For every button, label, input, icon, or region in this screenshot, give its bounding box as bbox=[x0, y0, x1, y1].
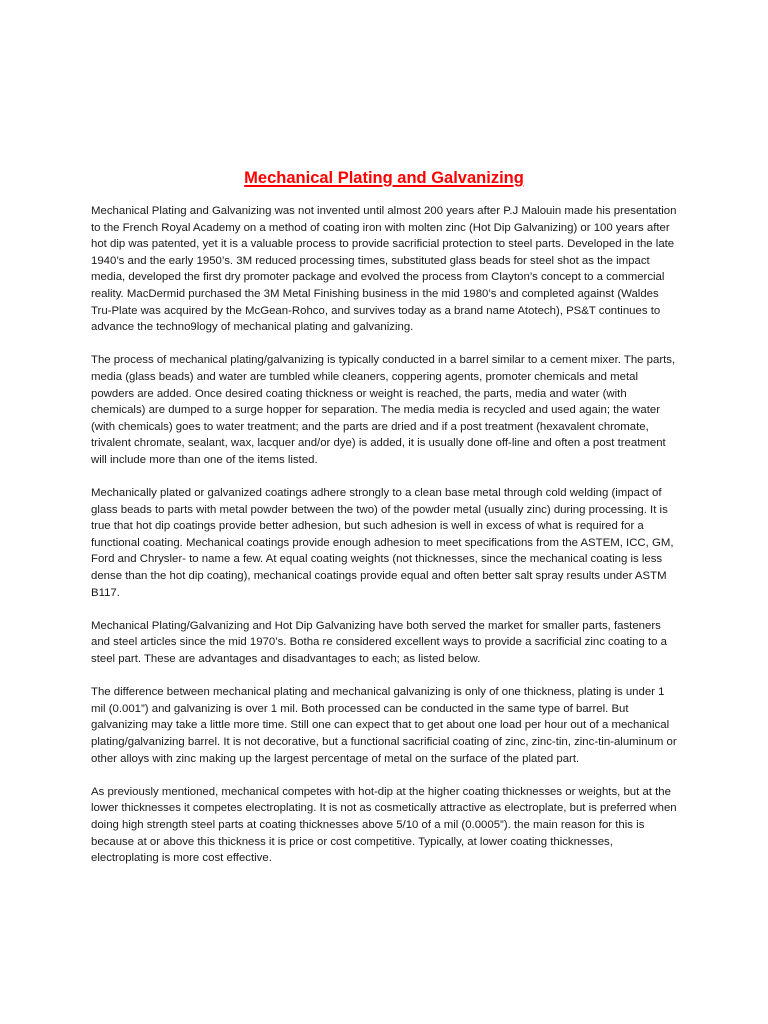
paragraph-comparison: As previously mentioned, mechanical competes with hot-dip at the higher coating thicknesses or weights, but at the lower thicknesses it competes electroplating. It is not as cosmetically attractive as electroplate, but is preferred when doing high strength steel parts at coating thicknesses above 5/10 of a mil (0.0005”). the main reason for this is because at or above this thickness it is price or cost competitive. Typically, at lower coating thicknesses, electroplating is more cost effective. bbox=[91, 785, 677, 865]
paragraph-market: Mechanical Plating/Galvanizing and Hot Dip Galvanizing have both served the market for smaller parts, fasteners and steel articles since the mid 1970’s. Botha re considered excellent ways to provide a sacrificial zinc coating to a steel part. These are advantages and disadvantages to each; as listed below. bbox=[91, 619, 667, 666]
paragraph-difference: The difference between mechanical plating and mechanical galvanizing is only of one thickness, plating is under 1 mil (0.001”) and galvanizing is over 1 mil. Both processed can be conducted in the same type of barrel. But galvanizing may take a little more time. Still one can expect that to get about one load per hour out of a mechanical plating/galvanizing barrel. It is not decorative, but a functional sacrificial coating of zinc, zinc-tin, zinc-tin-aluminum or other alloys with zinc making up the largest percentage of metal on the surface of the plated part. bbox=[91, 686, 677, 765]
paragraph-history: Mechanical Plating and Galvanizing was not invented until almost 200 years after P.J Malouin made his presentation to the French Royal Academy on a method of coating iron with molten zinc (Hot Dip Galvanizing) or 100 years after hot dip was patented, yet it is a valuable process to provide sacrificial protection to steel parts. Developed in the late 1940’s and the early 1950’s. 3M reduced processing times, substituted glass beads for steel shot as the impact media, developed the first dry promoter package and evolved the process from Clayton’s concept to a commercial reality. MacDermid purchased the 3M Metal Finishing business in the mid 1980’s and completed against (Waldes Tru-Plate was acquired by the McGean-Rohco, and survives today as a brand name Atotech), PS&T continues to advance the techno9logy of mechanical plating and galvanizing. bbox=[91, 205, 677, 334]
paragraph-process: The process of mechanical plating/galvanizing is typically conducted in a barrel similar to a cement mixer. The parts, media (glass beads) and water are tumbled while cleaners, coppering agents, promoter chemicals and metal powders are added. Once desired coating thickness or weight is reached, the parts, media and water (with chemicals) are dumped to a surge hopper for separation. The media media is recycled and used again; the water (with chemicals) goes to water treatment; and the parts are dried and if a post treatment (hexavalent chromate, trivalent chromate, sealant, wax, lacquer and/or dye) is added, it is usually done off-line and often a post treatment will include more than one of the items listed. bbox=[91, 354, 676, 466]
document-body bbox=[91, 203, 681, 883]
document-title: Mechanical Plating and Galvanizing bbox=[244, 169, 524, 187]
paragraph-adhesion: Mechanically plated or galvanized coatings adhere strongly to a clean base metal through cold welding (impact of glass beads to parts with metal powder between the two) of the powder metal (usually zinc) during processing. It is true that hot dip coatings provide better adhesion, but such adhesion is well in excess of what is required for a functional coating. Mechanical coatings provide enough adhesion to meet specifications from the ASTEM, ICC, GM, Ford and Chrysler- to name a few. At equal coating weights (not thicknesses, since the mechanical coating is less dense than the hot dip coating), mechanical coatings provide equal and often better salt spray results under ASTM B117. bbox=[91, 487, 674, 599]
